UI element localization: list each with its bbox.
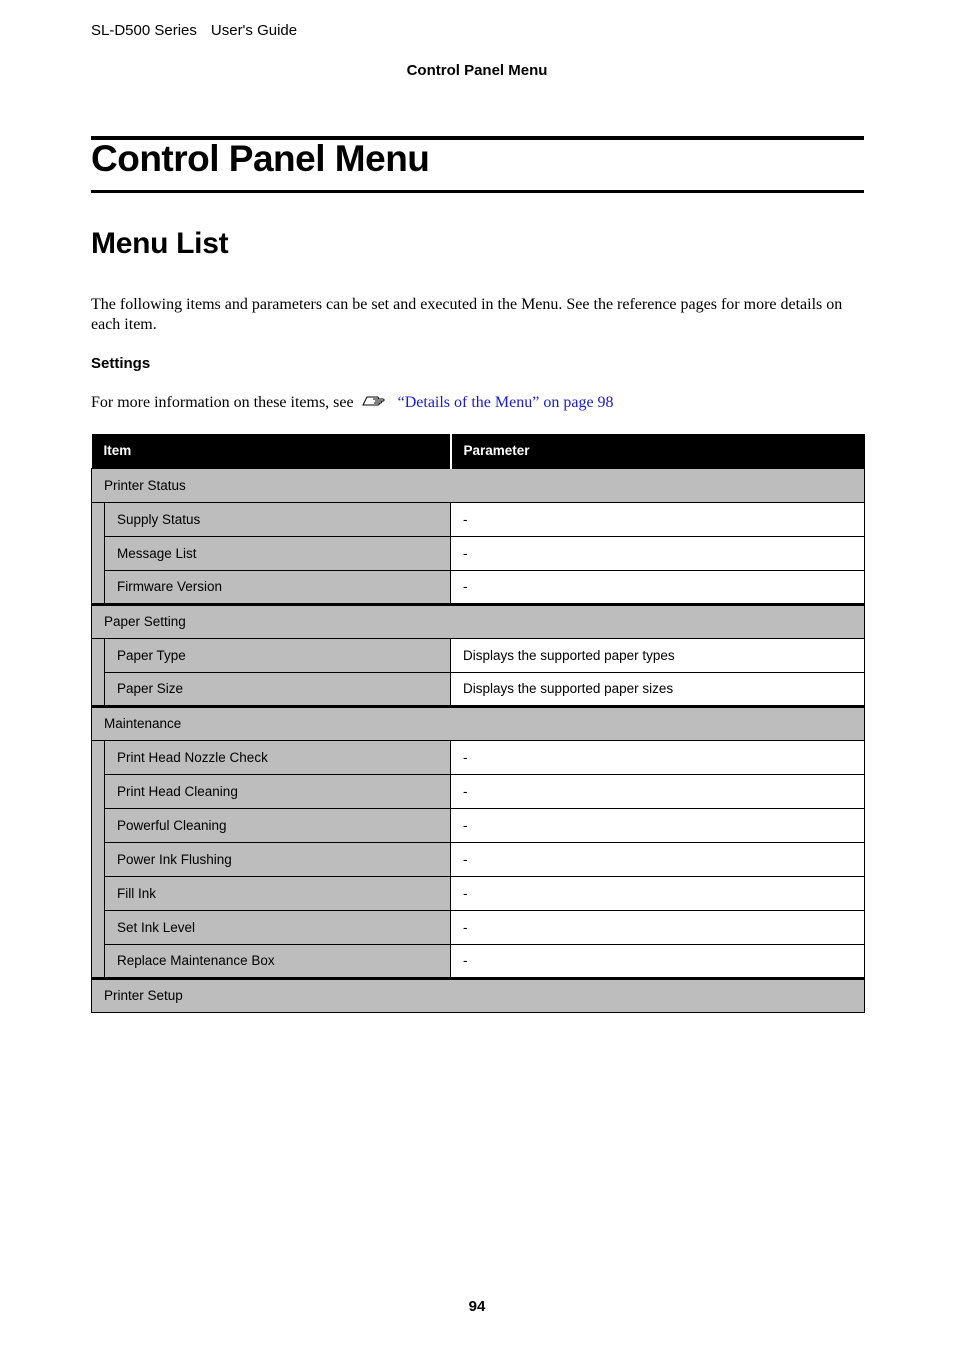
chapter-title: Control Panel Menu [91, 138, 430, 179]
table-group-row [92, 978, 865, 1012]
product-name: SL-D500 Series [91, 22, 197, 39]
parameter-cell: - [451, 910, 865, 944]
table-header-row [92, 434, 865, 468]
section-title: Menu List [91, 227, 229, 260]
parameter-cell: - [451, 808, 865, 842]
item-cell: Supply Status [105, 502, 451, 536]
item-cell: Power Ink Flushing [105, 842, 451, 876]
item-cell: Print Head Cleaning [105, 774, 451, 808]
row-indent [92, 536, 105, 570]
item-cell: Fill Ink [105, 876, 451, 910]
row-indent [92, 876, 105, 910]
guide-name: User's Guide [210, 22, 298, 39]
row-indent [92, 944, 105, 978]
row-indent [92, 502, 105, 536]
table-row [92, 910, 865, 944]
row-indent [92, 808, 105, 842]
item-cell: Set Ink Level [105, 910, 451, 944]
parameter-cell: - [451, 536, 865, 570]
column-header-parameter: Parameter [451, 434, 865, 468]
running-header [91, 22, 311, 39]
table-body [92, 468, 865, 1012]
table-group-row [92, 706, 865, 740]
row-indent [92, 570, 105, 604]
table-row [92, 536, 865, 570]
table-row [92, 774, 865, 808]
row-indent [92, 910, 105, 944]
running-title: Control Panel Menu [406, 62, 548, 79]
table-group-row [92, 468, 865, 502]
column-header-item: Item [92, 434, 451, 468]
chapter-rule-bottom [91, 190, 864, 193]
item-cell: Paper Size [105, 672, 451, 706]
parameter-cell: Displays the supported paper sizes [451, 672, 865, 706]
pointing-hand-icon [362, 393, 386, 414]
item-cell: Message List [105, 536, 451, 570]
parameter-cell: - [451, 842, 865, 876]
table-row [92, 570, 865, 604]
reference-lead: For more information on these items, see [91, 394, 354, 411]
table-row [92, 808, 865, 842]
row-indent [92, 842, 105, 876]
row-indent [92, 774, 105, 808]
row-indent [92, 638, 105, 672]
item-cell: Print Head Nozzle Check [105, 740, 451, 774]
parameter-cell: - [451, 502, 865, 536]
details-of-menu-link[interactable]: “Details of the Menu” on page 98 [397, 394, 614, 411]
row-indent [92, 672, 105, 706]
table-row [92, 876, 865, 910]
table-row [92, 740, 865, 774]
item-cell: Paper Type [105, 638, 451, 672]
table-row [92, 672, 865, 706]
table-row [92, 944, 865, 978]
parameter-cell: - [451, 944, 865, 978]
parameter-cell: - [451, 740, 865, 774]
intro-paragraph: The following items and parameters can be set and executed in the Menu. See the reference pages for more details on each item. [91, 296, 843, 333]
page-number: 94 [468, 1298, 486, 1315]
group-label: Printer Status [92, 468, 865, 502]
group-label: Printer Setup [92, 978, 865, 1012]
item-cell: Replace Maintenance Box [105, 944, 451, 978]
table-group-row [92, 604, 865, 638]
group-label: Maintenance [92, 706, 865, 740]
subheading-settings: Settings [91, 355, 151, 372]
row-indent [92, 740, 105, 774]
parameter-cell: - [451, 570, 865, 604]
reference-line [91, 393, 614, 414]
parameter-cell: Displays the supported paper types [451, 638, 865, 672]
table-row [92, 638, 865, 672]
menu-list-table [91, 434, 865, 1013]
table-row [92, 502, 865, 536]
item-cell: Powerful Cleaning [105, 808, 451, 842]
table-row [92, 842, 865, 876]
parameter-cell: - [451, 774, 865, 808]
parameter-cell: - [451, 876, 865, 910]
item-cell: Firmware Version [105, 570, 451, 604]
group-label: Paper Setting [92, 604, 865, 638]
